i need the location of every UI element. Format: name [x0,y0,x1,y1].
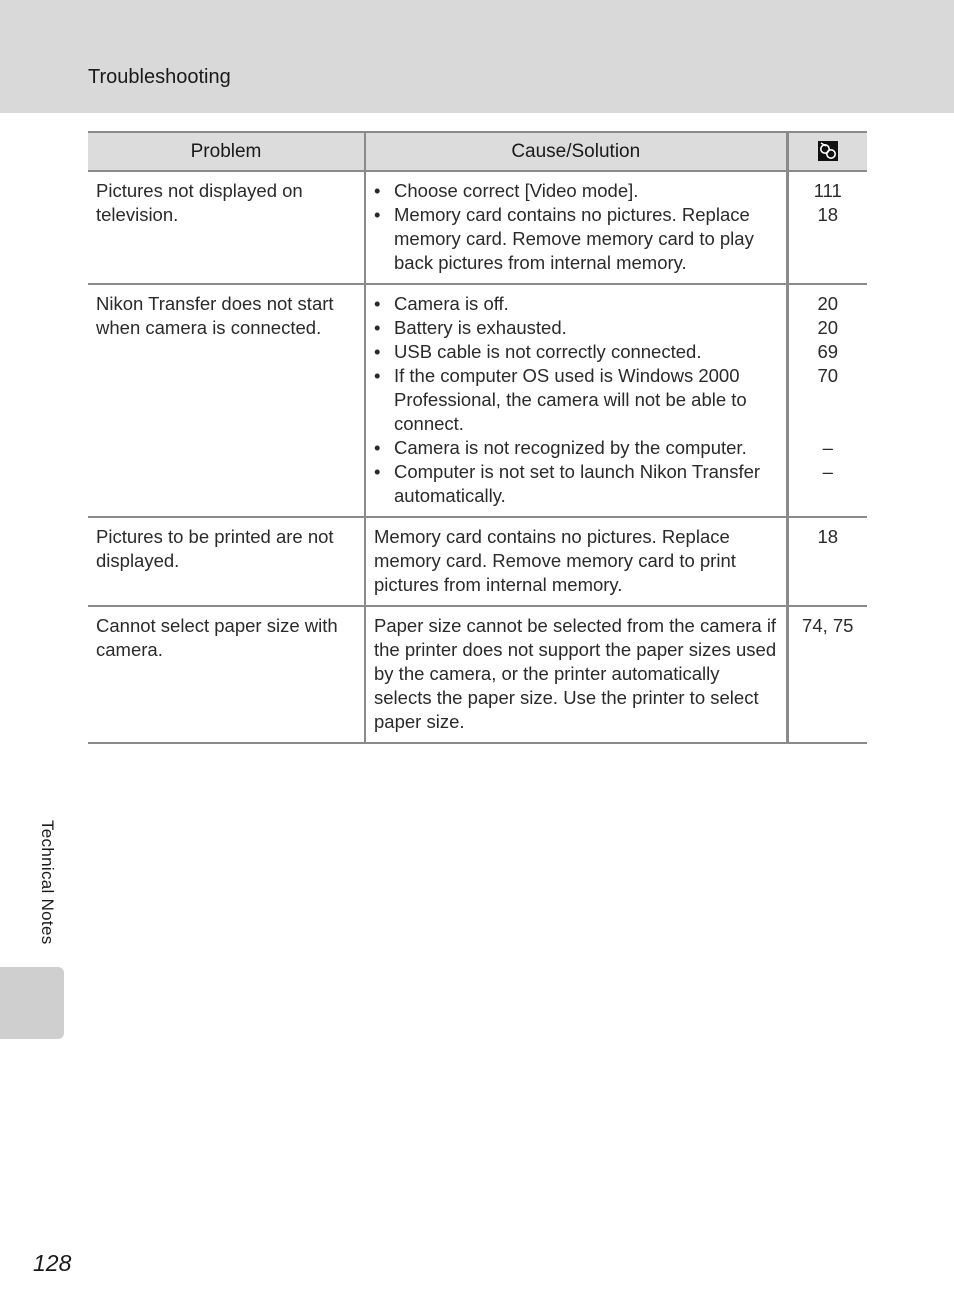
side-tab [0,967,64,1039]
page-ref-cell [787,517,867,606]
section-title: Troubleshooting [88,66,231,88]
cause-item: • Battery is exhausted. [386,316,778,340]
page-ref: 74, 75 [802,615,854,636]
page-ref-cell [787,284,867,517]
cause-item: • Camera is off. [386,292,778,316]
cause-cell: Memory card contains no pictures. Replace memory card. Remove memory card to print pictures from internal memory. [365,517,787,606]
cause-list [374,179,778,275]
cause-cell [365,284,787,517]
table-row [88,171,867,284]
cause-item: • If the computer OS used is Windows 2000 Professional, the camera will not be able to connect. [386,364,778,436]
column-header-problem: Problem [88,132,365,171]
cause-item: • Choose correct [Video mode]. [386,179,778,203]
problem-cell: Nikon Transfer does not start when camera is connected. [88,284,365,517]
cause-list [374,292,778,508]
table-header-row [88,132,867,171]
side-tab-label: Technical Notes [38,820,57,945]
cause-item: • USB cable is not correctly connected. [386,340,778,364]
page-ref: 18 [817,526,839,547]
table-row [88,284,867,517]
cause-item: • Memory card contains no pictures. Replace memory card. Remove memory card to play back pictures from internal memory. [386,203,778,275]
cause-item: • Camera is not recognized by the computer. [386,436,778,460]
problem-cell: Cannot select paper size with camera. [88,606,365,743]
cause-cell [365,171,787,284]
page-ref: 69 [817,341,839,362]
table-row [88,606,867,743]
page-ref: 20 [817,293,839,314]
column-header-cause-solution: Cause/Solution [365,132,787,171]
page-ref: 111 [813,180,842,201]
page-number: 128 [33,1250,72,1276]
page-ref: 70 [817,365,839,386]
problem-cell: Pictures to be printed are not displayed. [88,517,365,606]
page-ref: 18 [817,204,839,225]
page-ref-cell [787,171,867,284]
page-ref: – [822,437,833,458]
page-ref: 20 [817,317,839,338]
column-header-page-reference [787,132,867,171]
page-reference-icon [818,141,838,161]
cause-cell: Paper size cannot be selected from the camera if the printer does not support the paper sizes used by the camera, or the printer automatically selects the paper size. Use the printer to select paper size. [365,606,787,743]
cause-item: • Computer is not set to launch Nikon Transfer automatically. [386,460,778,508]
page-ref: – [822,461,833,482]
problem-cell: Pictures not displayed on television. [88,171,365,284]
header-band [0,0,954,113]
troubleshooting-table [88,131,867,744]
page-ref-cell [787,606,867,743]
table-row [88,517,867,606]
